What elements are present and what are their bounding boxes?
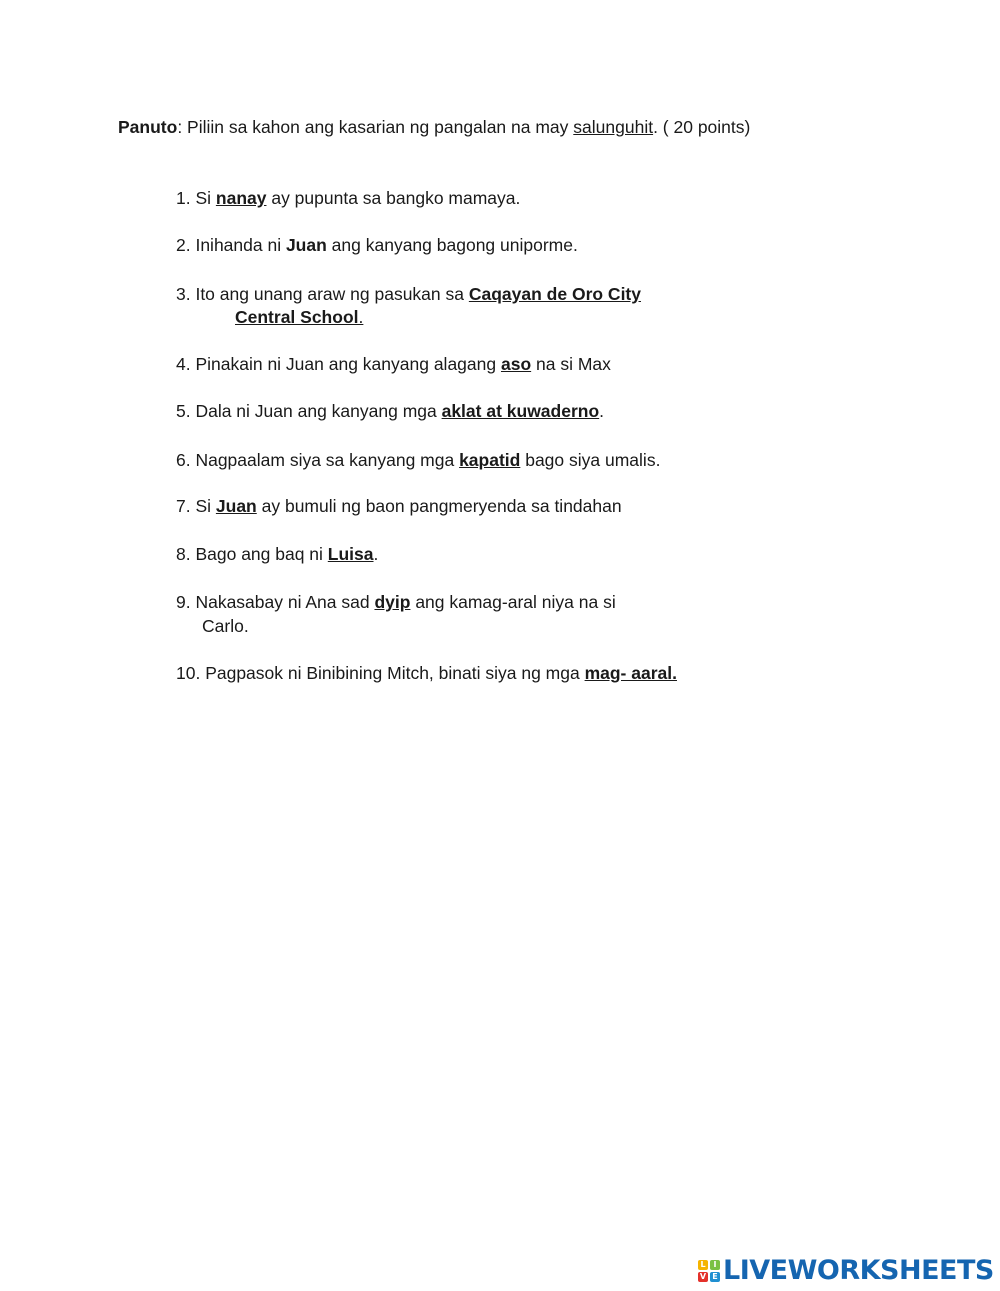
answer-target: mag- aaral. [584,663,677,683]
answer-target: dyip [374,592,411,612]
instructions-underlined-word: salunguhit [573,117,654,137]
item-1: 1. Si nanay ay pupunta sa bangko mamaya. [176,188,521,208]
answer-target: Juan [215,496,257,516]
answer-target: kapatid [459,450,521,470]
instructions-points: . ( 20 points) [653,117,751,137]
item-5: 5. Dala ni Juan ang kanyang mga aklat at kuwaderno. [176,401,605,421]
brand-name: LIVEWORKSHEETS [723,1255,994,1286]
item-2: 2. Inihanda ni Juan ang kanyang bagong uniporme. [176,235,578,255]
item-10: 10. Pagpasok ni Binibining Mitch, binati siya ng mga mag- aaral. [176,663,677,683]
answer-target: Juan [285,235,327,255]
answer-target: Caqayan de Oro City [468,284,641,304]
item-3-continuation: Central School. [235,307,364,327]
logo-tile: L [698,1260,708,1270]
item-4: 4. Pinakain ni Juan ang kanyang alagang aso na si Max [176,354,611,374]
logo-tile: I [710,1260,720,1270]
logo-tiles-icon [698,1260,720,1282]
item-7: 7. Si Juan ay bumuli ng baon pangmeryenda sa tindahan [176,496,622,516]
instructions-text: : Piliin sa kahon ang kasarian ng pangalan na may [177,117,574,137]
item-9-continuation: Carlo. [202,616,249,636]
item-6: 6. Nagpaalam siya sa kanyang mga kapatid bago siya umalis. [176,450,661,470]
item-3: 3. Ito ang unang araw ng pasukan sa Caqayan de Oro City [176,284,641,304]
answer-target: aso [500,354,532,374]
instructions [118,117,750,138]
answer-target: nanay [215,188,267,208]
answer-target: Central School [235,307,359,327]
answer-target: Luisa [327,544,374,564]
liveworksheets-logo [698,1257,994,1285]
instructions-label: Panuto [118,117,178,137]
answer-target: aklat at kuwaderno [441,401,600,421]
logo-tile: E [710,1272,720,1282]
logo-tile: V [699,1272,707,1281]
item-8: 8. Bago ang baq ni Luisa. [176,544,379,564]
item-9: 9. Nakasabay ni Ana sad dyip ang kamag-aral niya na si [176,592,616,612]
